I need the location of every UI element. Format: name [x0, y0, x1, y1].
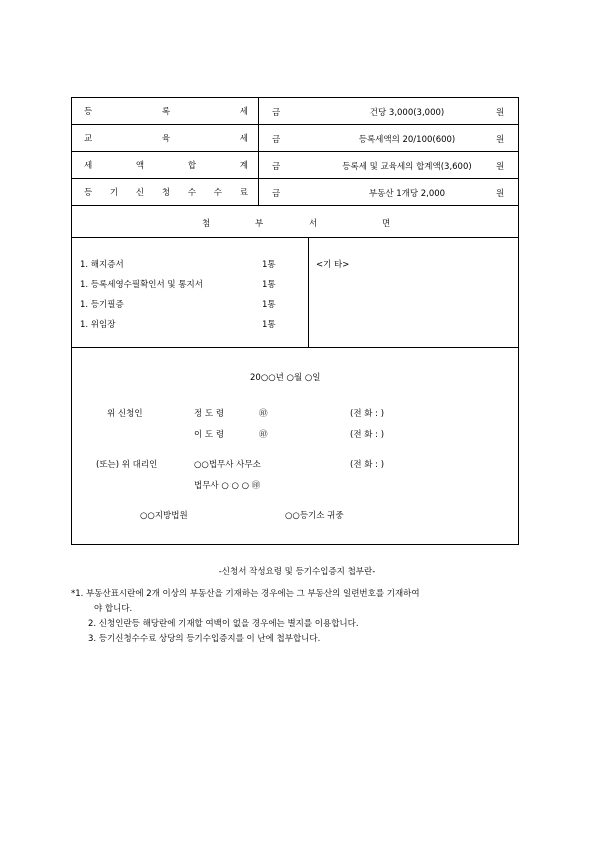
seal-mark: ㊞ — [259, 430, 268, 440]
attachment-count: 1통 — [262, 280, 276, 290]
list-item — [80, 318, 276, 330]
attachments-other: <기 타> — [316, 260, 350, 270]
attachments-header-char: 첨 — [202, 219, 211, 229]
attachment-name: 1. 위임장 — [80, 320, 116, 330]
fee-row-tax-total — [72, 152, 518, 179]
attachments-body — [72, 238, 518, 348]
attachments-list — [72, 238, 309, 347]
instruction-item: *1. 부동산표시란에 2개 이상의 부동산을 기재하는 경우에는 그 부동산의 일련번호를 기재하여 — [71, 589, 420, 599]
attachments-header-char: 서 — [309, 219, 318, 229]
applicant-name: 이 도 령 — [194, 430, 225, 440]
fee-value: 등록세액의 20/100(600) — [358, 135, 456, 145]
signature-section — [72, 348, 518, 544]
fee-label: 교 육 세 — [84, 134, 248, 144]
instruction-item: 야 합니다. — [94, 604, 133, 614]
fee-unit: 원 — [496, 108, 505, 118]
agent-label: (또는) 위 대리인 — [96, 460, 158, 470]
fee-row-education-tax — [72, 125, 518, 152]
court-name: ○○지방법원 — [140, 511, 188, 521]
agent-name: 법무사 ○ ○ ○ ㊞ — [194, 481, 261, 491]
fee-row-registration-tax — [72, 98, 518, 125]
fee-unit: 원 — [496, 189, 505, 199]
registration-form-table — [71, 97, 519, 545]
attachment-count: 1통 — [262, 320, 276, 330]
instructions-title: -신청서 작성요령 및 등기수입증지 첩부란- — [218, 567, 376, 577]
application-date: 20○○년 ○월 ○일 — [250, 373, 321, 383]
applicant-label: 위 신청인 — [107, 409, 143, 419]
fee-unit: 원 — [496, 135, 505, 145]
fee-value: 등록세 및 교육세의 합계액(3,600) — [342, 162, 472, 172]
applicant-name: 정 도 령 — [194, 409, 225, 419]
attachment-name: 1. 등기필증 — [80, 300, 124, 310]
applicant-phone: (전 화 : ) — [350, 409, 385, 419]
applicant-phone: (전 화 : ) — [350, 430, 385, 440]
agent-phone: (전 화 : ) — [350, 460, 385, 470]
attachments-header — [72, 206, 518, 238]
fee-label: 세 액 합 계 — [84, 161, 248, 171]
fee-row-application-fee — [72, 179, 518, 206]
attachment-count: 1통 — [262, 300, 276, 310]
fee-symbol: 금 — [272, 189, 281, 199]
instruction-item: 2. 신청인란등 해당란에 기재할 여백이 없을 경우에는 별지를 이용합니다. — [88, 619, 359, 629]
registry-office: ○○등기소 귀중 — [285, 511, 344, 521]
list-item — [80, 278, 276, 290]
fee-symbol: 금 — [272, 108, 281, 118]
seal-mark: ㊞ — [259, 409, 268, 419]
attachment-count: 1통 — [262, 260, 276, 270]
instructions-section — [71, 565, 531, 644]
instruction-item: 3. 등기신청수수료 상당의 등기수입증지를 이 난에 첩부합니다. — [88, 634, 321, 644]
fee-symbol: 금 — [272, 135, 281, 145]
attachment-name: 1. 해지증서 — [80, 260, 124, 270]
fee-value: 부동산 1개당 2,000 — [368, 189, 446, 199]
attachments-header-char: 면 — [382, 219, 391, 229]
attachments-header-char: 부 — [255, 219, 264, 229]
fee-unit: 원 — [496, 162, 505, 172]
list-item — [80, 298, 276, 310]
fee-label: 등 록 세 — [84, 107, 248, 117]
fee-label: 등 기 신 청 수 수 료 — [84, 188, 248, 198]
fee-value: 건당 3,000(3,000) — [369, 108, 445, 118]
attachment-name: 1. 등록세영수필확인서 및 통지서 — [80, 280, 203, 290]
agent-office: ○○법무사 사무소 — [194, 460, 261, 470]
fee-symbol: 금 — [272, 162, 281, 172]
list-item — [80, 258, 276, 270]
